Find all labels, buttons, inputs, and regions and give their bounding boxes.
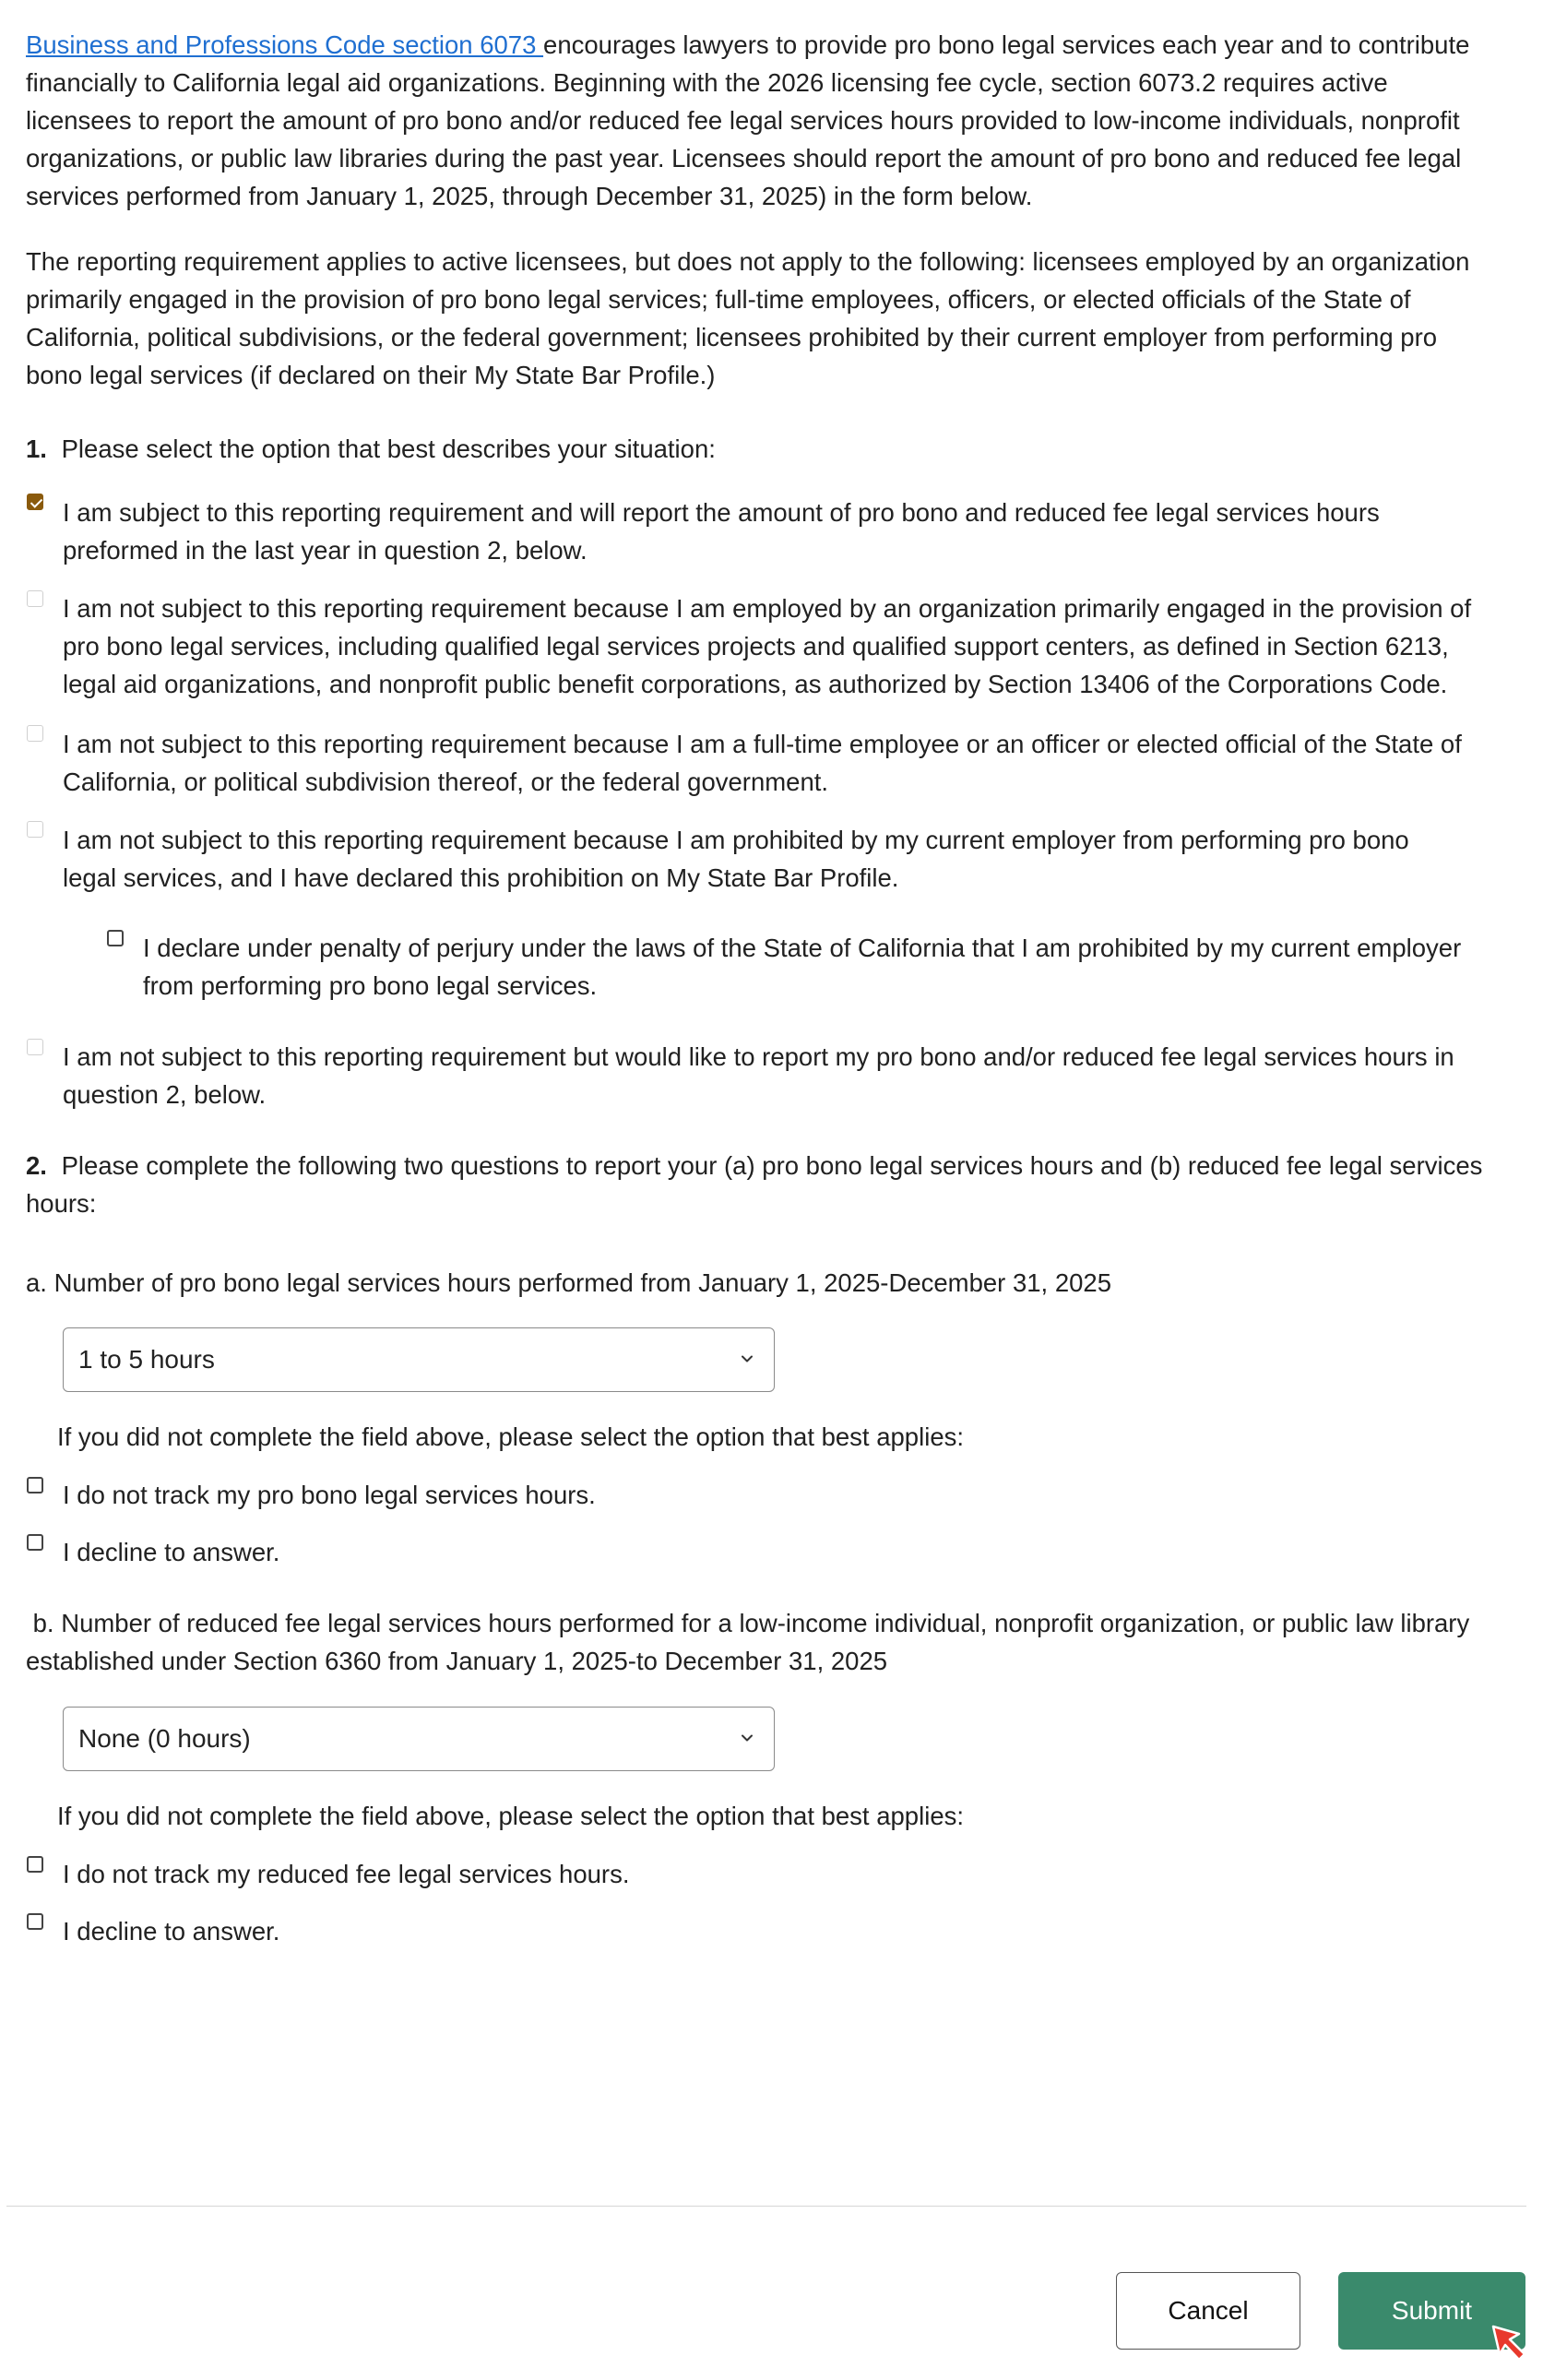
intro-line: organizations, or public law libraries during the past year. Licensees should report the amount of pro bono and reduced fee legal [26,144,1462,173]
exemptions-line: California, political subdivisions, or the federal government; licensees prohibited by their current employer from performing pro [26,323,1438,351]
q2a-label: a. Number of pro bono legal services hours performed from January 1, 2025-December 31, 2025 [26,1268,1112,1297]
pro-bono-hours-value: 1 to 5 hours [78,1345,215,1374]
q1-option-3-label: California, or political subdivision thereof, or the federal government. [63,768,829,796]
q2b-no-track-label: I do not track my reduced fee legal services hours. [63,1860,630,1888]
q2b-label: established under Section 6360 from January 1, 2025-to December 31, 2025 [26,1647,888,1675]
q1-option-5-checkbox[interactable] [27,1039,43,1055]
exemptions-line: The reporting requirement applies to active licensees, but does not apply to the following: licensees employed by an organization [26,247,1470,276]
q1-option-2-label: I am not subject to this reporting requirement because I am employed by an organization primarily engaged in the provision of [63,594,1472,623]
q2a-hint: If you did not complete the field above, please select the option that best applies: [57,1422,965,1451]
q1-option-5-label: question 2, below. [63,1080,267,1109]
q2b-decline-label: I decline to answer. [63,1917,280,1946]
reduced-fee-hours-value: None (0 hours) [78,1724,251,1753]
exemptions-line: primarily engaged in the provision of pro bono legal services; full-time employees, officers, or elected officials of the State of [26,285,1411,314]
q1-option-4-label: I am not subject to this reporting requirement because I am prohibited by my current employer from performing pro bono [63,826,1409,854]
question-2-prompt: hours: [26,1189,97,1218]
q1-option-2-checkbox[interactable] [27,590,43,607]
q1-option-3-checkbox[interactable] [27,725,43,742]
question-2-number: 2. [26,1151,47,1180]
pro-bono-hours-select[interactable] [63,1327,775,1392]
intro-line-1: Business and Professions Code section 6073 encourages lawyers to provide pro bono legal services each year and to contribute [26,30,1470,59]
q1-option-4-label: legal services, and I have declared this prohibition on My State Bar Profile. [63,863,899,892]
intro-line: financially to California legal aid organizations. Beginning with the 2026 licensing fee cycle, section 6073.2 requires active [26,68,1388,97]
perjury-declaration-label: I declare under penalty of perjury under the laws of the State of California that I am prohibited by my current employer [143,934,1462,962]
q2a-decline-checkbox[interactable] [27,1534,43,1551]
question-2-prompt: Please complete the following two questions to report your (a) pro bono legal services hours and (b) reduced fee legal services [61,1151,1483,1180]
q1-option-1-label: preformed in the last year in question 2, below. [63,536,588,565]
question-1-heading [26,430,716,469]
reduced-fee-hours-select[interactable] [63,1707,775,1771]
bpc-6073-link[interactable]: Business and Professions Code section 6073 [26,30,544,59]
q1-option-5-label: I am not subject to this reporting requirement but would like to report my pro bono and/or reduced fee legal services hours in [63,1042,1454,1071]
q1-option-2-label: pro bono legal services, including qualified legal services projects and qualified support centers, as defined in Section 6213, [63,632,1449,660]
cancel-button[interactable]: Cancel [1116,2272,1300,2350]
intro-line: services performed from January 1, 2025, through December 31, 2025) in the form below. [26,182,1033,210]
q1-option-1-checkbox[interactable] [27,494,43,510]
footer-divider [6,2206,1526,2207]
exemptions-line: bono legal services (if declared on their My State Bar Profile.) [26,361,716,389]
q1-option-4-checkbox[interactable] [27,821,43,838]
intro-line: licensees to report the amount of pro bono and/or reduced fee legal services hours provided to low-income individuals, nonprofit [26,106,1460,135]
chevron-down-icon [741,1731,754,1744]
question-1-prompt: Please select the option that best describes your situation: [61,434,716,463]
q1-option-1-label: I am subject to this reporting requirement and will report the amount of pro bono and reduced fee legal services hours [63,498,1380,527]
q1-option-2-label: legal aid organizations, and nonprofit public benefit corporations, as authorized by Section 13406 of the Corporations Code. [63,670,1448,698]
q2a-no-track-checkbox[interactable] [27,1477,43,1493]
q2b-decline-checkbox[interactable] [27,1913,43,1930]
q2b-label: b. Number of reduced fee legal services hours performed for a low-income individual, nonprofit organization, or public law library [26,1609,1470,1637]
submit-button[interactable]: Submit [1338,2272,1525,2350]
perjury-declaration-label: from performing pro bono legal services. [143,971,598,1000]
question-1-number: 1. [26,434,47,463]
q2a-no-track-label: I do not track my pro bono legal services hours. [63,1481,596,1509]
mouse-pointer-icon [1491,2325,1530,2363]
q2a-decline-label: I decline to answer. [63,1538,280,1566]
q1-option-3-label: I am not subject to this reporting requirement because I am a full-time employee or an officer or elected official of the State of [63,730,1462,758]
q2b-no-track-checkbox[interactable] [27,1856,43,1873]
q2b-hint: If you did not complete the field above, please select the option that best applies: [57,1802,965,1830]
question-2-heading [26,1147,1482,1185]
perjury-declaration-checkbox[interactable] [107,930,124,946]
chevron-down-icon [741,1352,754,1365]
